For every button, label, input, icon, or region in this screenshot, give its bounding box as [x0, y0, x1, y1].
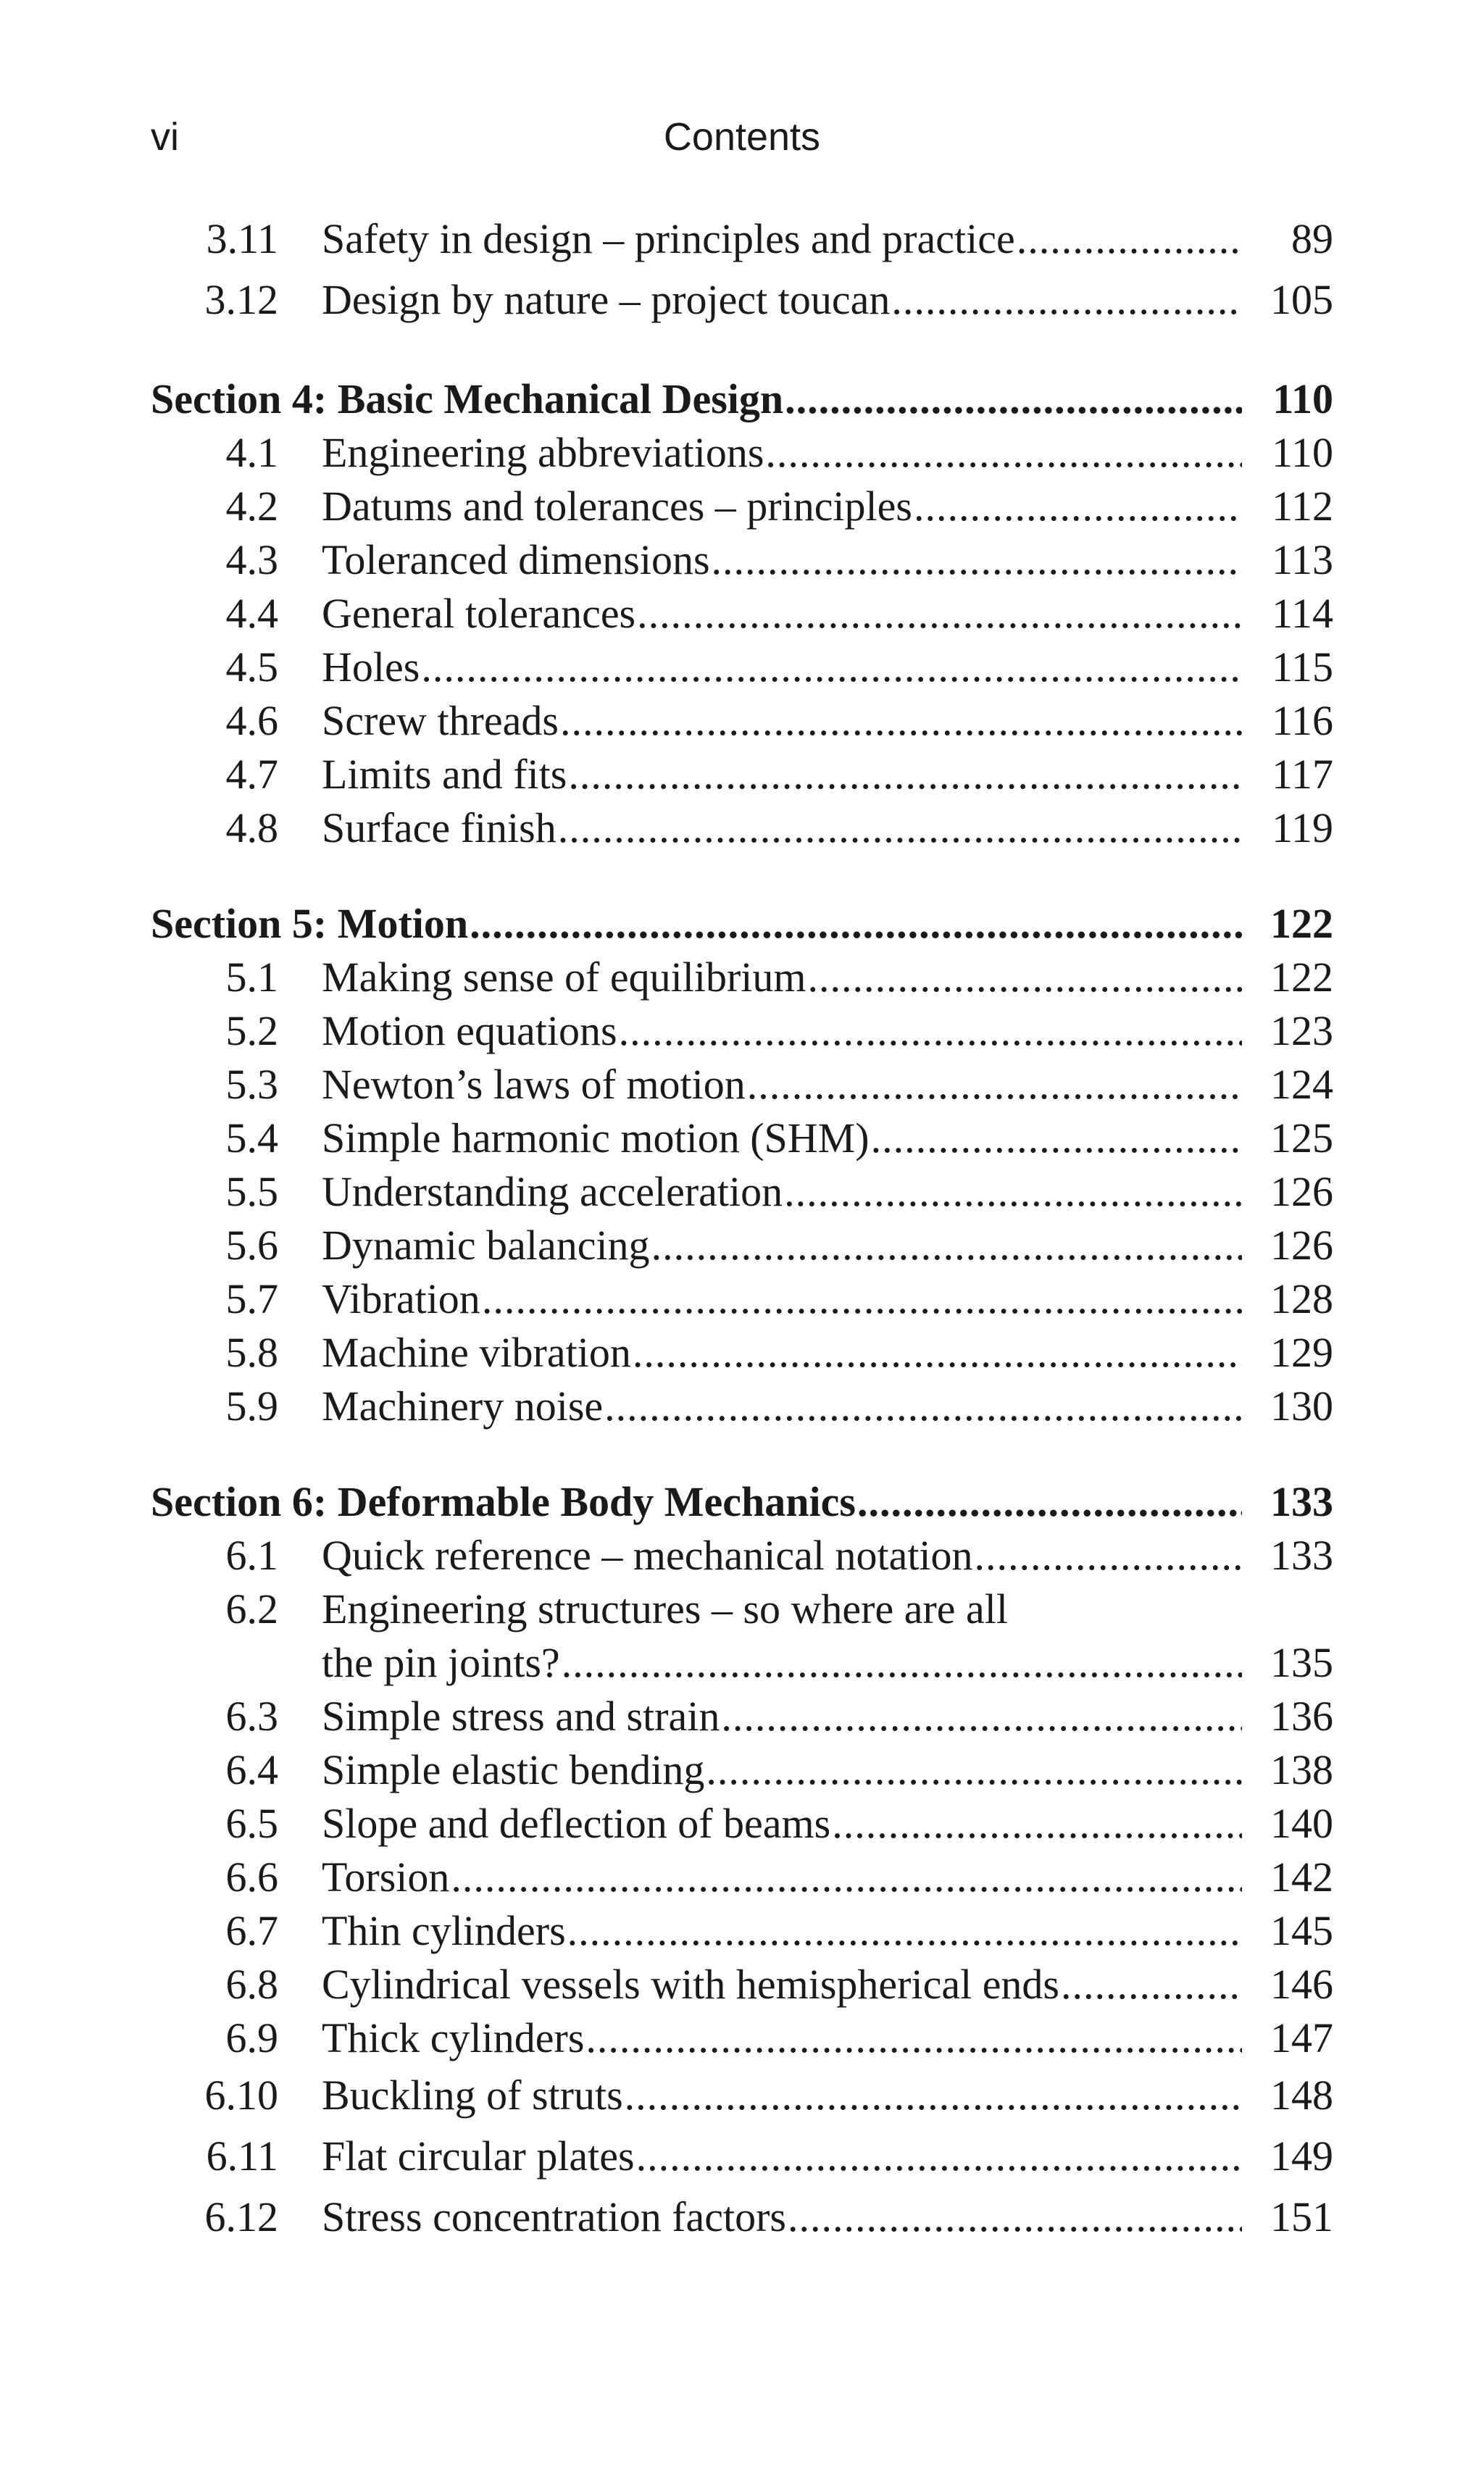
toc-leader-dots [567, 748, 1242, 801]
toc-entry-body [322, 1797, 1333, 1851]
toc-page-number: 128 [1270, 1275, 1333, 1322]
toc-entry [151, 1582, 1333, 1636]
toc-entry-body [322, 1958, 1333, 2011]
toc-leader-dots [870, 1112, 1242, 1165]
toc-entry-body [322, 1326, 1333, 1380]
toc-entry-title: Engineering structures – so where are all [322, 1585, 1008, 1632]
toc-entry-title: Thick cylinders [322, 2014, 585, 2061]
toc-page-number: 148 [1270, 2072, 1333, 2119]
toc-entry-title: Safety in design – principles and practice [322, 215, 1015, 262]
toc-entry-title: Simple stress and strain [322, 1693, 720, 1740]
toc-leader-dots [603, 1380, 1242, 1433]
toc-page-number: 124 [1270, 1061, 1333, 1108]
toc-page-number: 130 [1270, 1383, 1333, 1430]
toc-entry-body [322, 1582, 1333, 1636]
toc-entry-title: Simple elastic bending [322, 1746, 705, 1793]
toc-entry-number: 5.4 [225, 1114, 278, 1162]
toc-page-number: 117 [1272, 751, 1333, 798]
toc-page-number: 89 [1291, 215, 1333, 262]
toc-leader-dots [560, 1636, 1242, 1690]
toc-page-number: 115 [1272, 643, 1333, 691]
toc-leader-dots [973, 1529, 1242, 1582]
toc-page-number: 135 [1270, 1639, 1333, 1686]
toc-entry [151, 587, 1333, 641]
toc-entry-body [322, 209, 1333, 270]
toc-entry-number: 5.3 [225, 1061, 278, 1108]
toc-entry-number: 5.5 [225, 1168, 278, 1215]
toc-leader-dots [856, 1475, 1242, 1529]
toc-leader-dots [623, 2065, 1242, 2126]
toc-leader-dots [704, 1743, 1242, 1797]
toc-page-number: 114 [1272, 590, 1333, 637]
toc-leader-dots [449, 1851, 1242, 1904]
toc-leader-dots [830, 1797, 1242, 1851]
toc-leader-dots [783, 372, 1242, 426]
toc-entry-body [322, 2187, 1333, 2248]
toc-entry-title: Design by nature – project toucan [322, 276, 891, 323]
toc-entry [151, 426, 1333, 480]
toc-page-number: 142 [1270, 1853, 1333, 1901]
toc-section-body [151, 1475, 1333, 1529]
toc-entry-title: Toleranced dimensions [322, 536, 710, 583]
toc-leader-dots [783, 1165, 1242, 1219]
toc-entry-number: 6.3 [225, 1693, 278, 1740]
toc-leader-dots [559, 694, 1242, 748]
toc-page-number: 133 [1270, 1478, 1333, 1525]
toc-entry-body [322, 641, 1333, 694]
toc-entry-title: Datums and tolerances – principles [322, 483, 912, 530]
toc-page-number: 116 [1272, 697, 1333, 744]
toc-entry-body [322, 2011, 1333, 2065]
toc-entry-body [322, 1636, 1333, 1690]
toc-page-number: 129 [1270, 1329, 1333, 1376]
toc-entry-number: 4.3 [225, 536, 278, 583]
toc-entry-body [322, 587, 1333, 641]
toc-page-number: 122 [1270, 954, 1333, 1001]
toc-entry [151, 1272, 1333, 1326]
toc-entry-body [322, 1743, 1333, 1797]
toc-page-number: 133 [1270, 1532, 1333, 1579]
toc-entry [151, 1797, 1333, 1851]
toc-entry-title: Torsion [322, 1853, 450, 1901]
toc-leader-dots [420, 641, 1242, 694]
toc-entry-number: 5.7 [225, 1275, 278, 1322]
toc-leader-dots [912, 480, 1242, 533]
toc-page-number: 147 [1270, 2014, 1333, 2061]
toc-entry-number: 4.8 [225, 804, 278, 851]
toc-leader-dots [764, 426, 1242, 480]
toc-entry-body [322, 1690, 1333, 1743]
toc-entry-number: 5.6 [225, 1222, 278, 1269]
toc-entry-title: Making sense of equilibrium [322, 954, 806, 1001]
toc-page-number: 151 [1270, 2193, 1333, 2240]
toc-leader-dots [746, 1058, 1242, 1112]
toc-entry-body [322, 1004, 1333, 1058]
toc-entry-number: 5.8 [225, 1329, 278, 1376]
running-title: Contents [663, 115, 821, 159]
toc-entry-number: 4.4 [225, 590, 278, 637]
toc-entry-title: Understanding acceleration [322, 1168, 783, 1215]
toc-entry-title: Vibration [322, 1275, 480, 1322]
table-of-contents [151, 209, 1333, 2248]
toc-section-body [151, 372, 1333, 426]
toc-page-number: 110 [1272, 429, 1333, 476]
toc-leader-dots [556, 801, 1242, 855]
toc-entry-number: 6.1 [225, 1532, 278, 1579]
toc-entry-title: Simple harmonic motion (SHM) [322, 1114, 870, 1162]
toc-entry-title: Newton’s laws of motion [322, 1061, 746, 1108]
toc-entry-title: Holes [322, 643, 420, 691]
toc-entry-number: 4.6 [225, 697, 278, 744]
toc-page-number: 145 [1270, 1907, 1333, 1954]
toc-entry-number: 4.1 [225, 429, 278, 476]
toc-section-title: Section 6: Deformable Body Mechanics [151, 1478, 856, 1525]
toc-page-number: 146 [1270, 1961, 1333, 2008]
toc-entry [151, 1326, 1333, 1380]
toc-page-number: 140 [1270, 1800, 1333, 1847]
toc-entry-body [322, 1058, 1333, 1112]
toc-entry-number: 6.12 [204, 2193, 278, 2240]
toc-entry-body [322, 1165, 1333, 1219]
toc-leader-dots [1015, 209, 1242, 270]
toc-entry [151, 801, 1333, 855]
toc-entry-body [322, 748, 1333, 801]
toc-entry-body [322, 480, 1333, 533]
toc-entry-number: 3.12 [204, 276, 278, 323]
toc-page-number: 122 [1270, 900, 1333, 947]
toc-leader-dots [566, 1904, 1242, 1958]
toc-entry [151, 1958, 1333, 2011]
toc-entry-title: Engineering abbreviations [322, 429, 764, 476]
toc-page-number: 136 [1270, 1693, 1333, 1740]
toc-entry-continuation [151, 1636, 1333, 1690]
toc-leader-dots [1059, 1958, 1242, 2011]
toc-page-number: 119 [1272, 804, 1333, 851]
toc-section-heading [151, 372, 1333, 426]
toc-entry-number: 4.7 [225, 751, 278, 798]
toc-entry [151, 533, 1333, 587]
toc-entry [151, 1743, 1333, 1797]
toc-leader-dots [786, 2187, 1242, 2248]
toc-entry-number: 6.9 [225, 2014, 278, 2061]
toc-section-body [151, 897, 1333, 951]
toc-entry-title: Motion equations [322, 1007, 617, 1054]
toc-entry-number: 5.2 [225, 1007, 278, 1054]
toc-entry-title: Slope and deflection of beams [322, 1800, 831, 1847]
toc-leader-dots [650, 1219, 1242, 1272]
toc-entry-number: 6.10 [204, 2072, 278, 2119]
toc-entry [151, 1058, 1333, 1112]
toc-entry [151, 270, 1333, 330]
toc-leader-dots [806, 951, 1242, 1004]
toc-leader-dots [710, 533, 1242, 587]
toc-entry-title: Dynamic balancing [322, 1222, 650, 1269]
page-header [151, 114, 1333, 165]
toc-page-number: 112 [1272, 483, 1333, 530]
toc-entry [151, 1165, 1333, 1219]
toc-entry-title: Thin cylinders [322, 1907, 566, 1954]
toc-entry [151, 1112, 1333, 1165]
toc-entry-body [322, 2126, 1333, 2187]
toc-entry-body [322, 426, 1333, 480]
toc-entry-body [322, 1529, 1333, 1582]
toc-entry-title: Cylindrical vessels with hemispherical ends [322, 1961, 1060, 2008]
toc-entry-title: Stress concentration factors [322, 2193, 787, 2240]
toc-section-heading [151, 897, 1333, 951]
toc-leader-dots [631, 1326, 1242, 1380]
toc-leader-dots [720, 1690, 1242, 1743]
toc-entry [151, 694, 1333, 748]
toc-entry-title: General tolerances [322, 590, 636, 637]
toc-entry-number: 6.2 [225, 1585, 278, 1632]
toc-entry [151, 209, 1333, 270]
toc-leader-dots [635, 2126, 1242, 2187]
toc-entry [151, 1219, 1333, 1272]
toc-entry-body [322, 801, 1333, 855]
toc-entry [151, 1004, 1333, 1058]
toc-entry-number: 4.2 [225, 483, 278, 530]
toc-page-number: 110 [1272, 375, 1333, 422]
toc-entry-body [322, 533, 1333, 587]
toc-entry [151, 1904, 1333, 1958]
toc-entry-title: Surface finish [322, 804, 556, 851]
toc-entry-body [322, 1904, 1333, 1958]
toc-entry-body [322, 1272, 1333, 1326]
toc-entry-body [322, 951, 1333, 1004]
page-number: vi [151, 115, 179, 159]
toc-page-number: 113 [1272, 536, 1333, 583]
toc-entry-body [322, 1219, 1333, 1272]
toc-page-number: 125 [1270, 1114, 1333, 1162]
toc-entry [151, 1851, 1333, 1904]
toc-entry-title: Buckling of struts [322, 2072, 623, 2119]
toc-entry-number: 6.11 [206, 2132, 278, 2180]
toc-entry-number: 5.1 [225, 954, 278, 1001]
toc-leader-dots [635, 587, 1242, 641]
toc-leader-dots [468, 897, 1242, 951]
toc-entry [151, 2187, 1333, 2248]
toc-entry [151, 1690, 1333, 1743]
toc-entry [151, 1529, 1333, 1582]
toc-entry [151, 748, 1333, 801]
toc-leader-dots [584, 2011, 1242, 2065]
toc-entry-number: 3.11 [206, 215, 278, 262]
toc-entry [151, 2065, 1333, 2126]
toc-entry [151, 951, 1333, 1004]
toc-entry-title: Limits and fits [322, 751, 567, 798]
toc-entry-number: 6.7 [225, 1907, 278, 1954]
toc-entry-body [322, 1380, 1333, 1433]
toc-entry-body [322, 1112, 1333, 1165]
toc-leader-dots [617, 1004, 1242, 1058]
toc-entry-title: Flat circular plates [322, 2132, 635, 2180]
toc-entry-body [322, 270, 1333, 330]
toc-entry-number: 5.9 [225, 1383, 278, 1430]
toc-entry [151, 1380, 1333, 1433]
toc-entry [151, 641, 1333, 694]
toc-entry-number: 6.6 [225, 1853, 278, 1901]
toc-leader-dots [890, 270, 1242, 330]
toc-page-number: 126 [1270, 1222, 1333, 1269]
toc-entry-title: Screw threads [322, 697, 559, 744]
toc-page-number: 123 [1270, 1007, 1333, 1054]
toc-entry-body [322, 2065, 1333, 2126]
toc-entry-number: 4.5 [225, 643, 278, 691]
toc-section-title: Section 5: Motion [151, 900, 469, 947]
toc-entry [151, 2126, 1333, 2187]
toc-entry [151, 480, 1333, 533]
toc-page-number: 126 [1270, 1168, 1333, 1215]
toc-entry-title-continuation: the pin joints? [322, 1639, 560, 1686]
toc-leader-dots [480, 1272, 1242, 1326]
toc-entry-body [322, 1851, 1333, 1904]
toc-entry-number: 6.4 [225, 1746, 278, 1793]
toc-section-title: Section 4: Basic Mechanical Design [151, 375, 784, 422]
toc-entry-number: 6.5 [225, 1800, 278, 1847]
toc-entry-title: Quick reference – mechanical notation [322, 1532, 973, 1579]
toc-entry-title: Machine vibration [322, 1329, 631, 1376]
toc-entry-title: Machinery noise [322, 1383, 604, 1430]
toc-section-heading [151, 1475, 1333, 1529]
toc-entry-body [322, 694, 1333, 748]
toc-page-number: 105 [1270, 276, 1333, 323]
toc-page-number: 138 [1270, 1746, 1333, 1793]
toc-entry-number: 6.8 [225, 1961, 278, 2008]
toc-page-number: 149 [1270, 2132, 1333, 2180]
toc-entry [151, 2011, 1333, 2065]
